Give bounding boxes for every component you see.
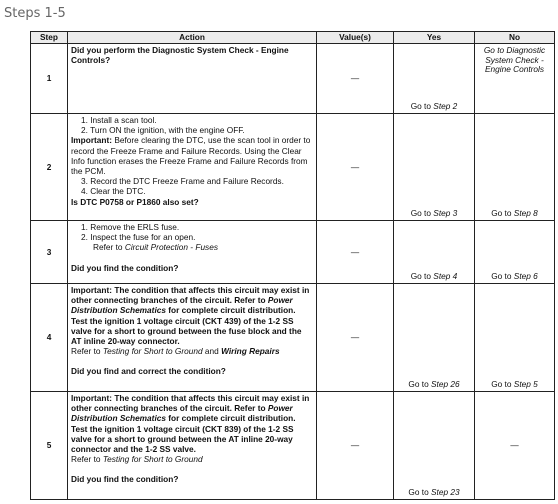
goto-step-link[interactable]: Step 26 [431,378,460,389]
important-suffix: for complete circuit distribution. [165,305,296,316]
refer-line [71,242,313,252]
goto-prefix: Go to [408,378,431,389]
no-cell[interactable] [475,44,555,114]
yes-cell[interactable] [394,44,475,114]
step-number: 4 [31,284,68,392]
refer-line [71,454,313,464]
diagnostic-steps-table [30,31,555,500]
no-goto[interactable] [475,208,554,218]
header-step: Step [31,32,68,44]
table-row [31,114,555,221]
important-text: The condition that affects this circuit may exist in other connecting branches of the circuit. Refer to [71,393,310,414]
goto-step-link[interactable]: Step 6 [513,270,538,281]
action-cell [68,114,317,221]
goto-step-link[interactable]: Step 2 [433,100,458,111]
yes-goto[interactable] [394,487,474,497]
test-instruction: Test the ignition 1 voltage circuit (CKT 839) of the 1-2 SS valve for a short to ground between the AT inline 20-way connector and the 1-2 SS valve. [71,423,294,455]
action-list-item: 4. Clear the DTC. [81,186,146,197]
important-label: Important: [71,393,113,403]
no-goto-link[interactable]: Go to Diagnostic System Check - Engine Controls [483,45,546,74]
refer-and: and [202,346,222,357]
table-row [31,284,555,392]
goto-step-link[interactable]: Step 5 [513,378,538,389]
table-header-row [31,32,555,44]
important-label: Important: [71,135,113,146]
action-cell [68,44,317,114]
yes-cell[interactable] [394,114,475,221]
action-cell [68,392,317,500]
header-yes: Yes [394,32,475,44]
important-label: Important: [71,285,113,295]
action-list-item: 2. Inspect the fuse for an open. [81,232,196,243]
no-cell[interactable] [475,221,555,284]
refer-prefix: Refer to [71,346,103,357]
yes-goto[interactable] [394,379,474,389]
goto-prefix: Go to [491,378,514,389]
goto-prefix: Go to [491,207,514,218]
goto-prefix: Go to [408,486,431,497]
yes-goto[interactable] [394,101,474,111]
header-no: No [475,32,555,44]
no-cell[interactable] [475,114,555,221]
refer-link[interactable]: Testing for Short to Ground [102,346,203,357]
no-cell: — [475,392,555,500]
goto-step-link[interactable]: Step 23 [431,486,460,497]
important-text: The condition that affects this circuit may exist in other connecting branches of the circuit. Refer to [71,285,310,306]
test-instruction: Test the ignition 1 voltage circuit (CKT 439) of the 1-2 SS valve for a short to ground between the fuse block and the AT inline 20-way connector. [71,315,302,347]
no-cell[interactable] [475,284,555,392]
important-link[interactable]: Power Distribution Schematics [71,403,293,424]
step-number: 5 [31,392,68,500]
step-number: 1 [31,44,68,114]
important-note [71,135,313,176]
yes-cell[interactable] [394,284,475,392]
refer-link[interactable]: Wiring Repairs [221,346,280,357]
yes-goto[interactable] [394,208,474,218]
step-question: Did you find the condition? [71,262,179,273]
no-goto[interactable] [475,379,554,389]
action-list-item: 1. Remove the ERLS fuse. [81,222,180,232]
step-question: Is DTC P0758 or P1860 also set? [71,196,199,207]
important-text: Before clearing the DTC, use the scan tool in order to record the Freeze Frame and Failure Records. Using the Clear Info function erases the Freeze Frame and Failure Records from the PCM. [71,135,311,177]
goto-step-link[interactable]: Step 4 [433,270,458,281]
table-row [31,44,555,114]
header-value: Value(s) [317,32,394,44]
refer-prefix: Refer to [93,242,125,253]
goto-prefix: Go to [410,207,434,218]
yes-cell[interactable] [394,392,475,500]
value-cell: — [317,114,394,221]
no-goto[interactable] [475,271,554,281]
action-cell [68,284,317,392]
table-row [31,392,555,500]
action-list-item: 3. Record the DTC Freeze Frame and Failure Records. [81,176,284,187]
goto-step-link[interactable]: Step 8 [513,207,538,218]
goto-prefix: Go to [410,270,434,281]
important-note [71,393,313,424]
table-row [31,221,555,284]
value-cell: — [317,221,394,284]
value-cell: — [317,392,394,500]
important-suffix: for complete circuit distribution. [165,413,296,424]
action-list-item: 1. Install a scan tool. [81,115,157,125]
yes-goto[interactable] [394,271,474,281]
important-note [71,285,313,316]
step-number: 2 [31,114,68,221]
goto-prefix: Go to [491,270,514,281]
refer-prefix: Refer to [71,454,103,465]
yes-cell[interactable] [394,221,475,284]
page-title: Steps 1-5 [4,6,66,21]
important-link[interactable]: Power Distribution Schematics [71,295,293,316]
refer-link[interactable]: Circuit Protection - Fuses [124,242,218,253]
step-question: Did you find and correct the condition? [71,366,226,377]
refer-line [71,346,313,356]
step-number: 3 [31,221,68,284]
goto-prefix: Go to [410,100,434,111]
step-question: Did you find the condition? [71,474,179,485]
action-cell [68,221,317,284]
step-question: Did you perform the Diagnostic System Check - Engine Controls? [71,45,289,66]
diagnostic-steps-table-container [30,31,554,500]
refer-link[interactable]: Testing for Short to Ground [102,454,203,465]
value-cell: — [317,44,394,114]
goto-step-link[interactable]: Step 3 [433,207,458,218]
action-list-item: 2. Turn ON the ignition, with the engine OFF. [81,125,245,136]
header-action: Action [68,32,317,44]
value-cell: — [317,284,394,392]
